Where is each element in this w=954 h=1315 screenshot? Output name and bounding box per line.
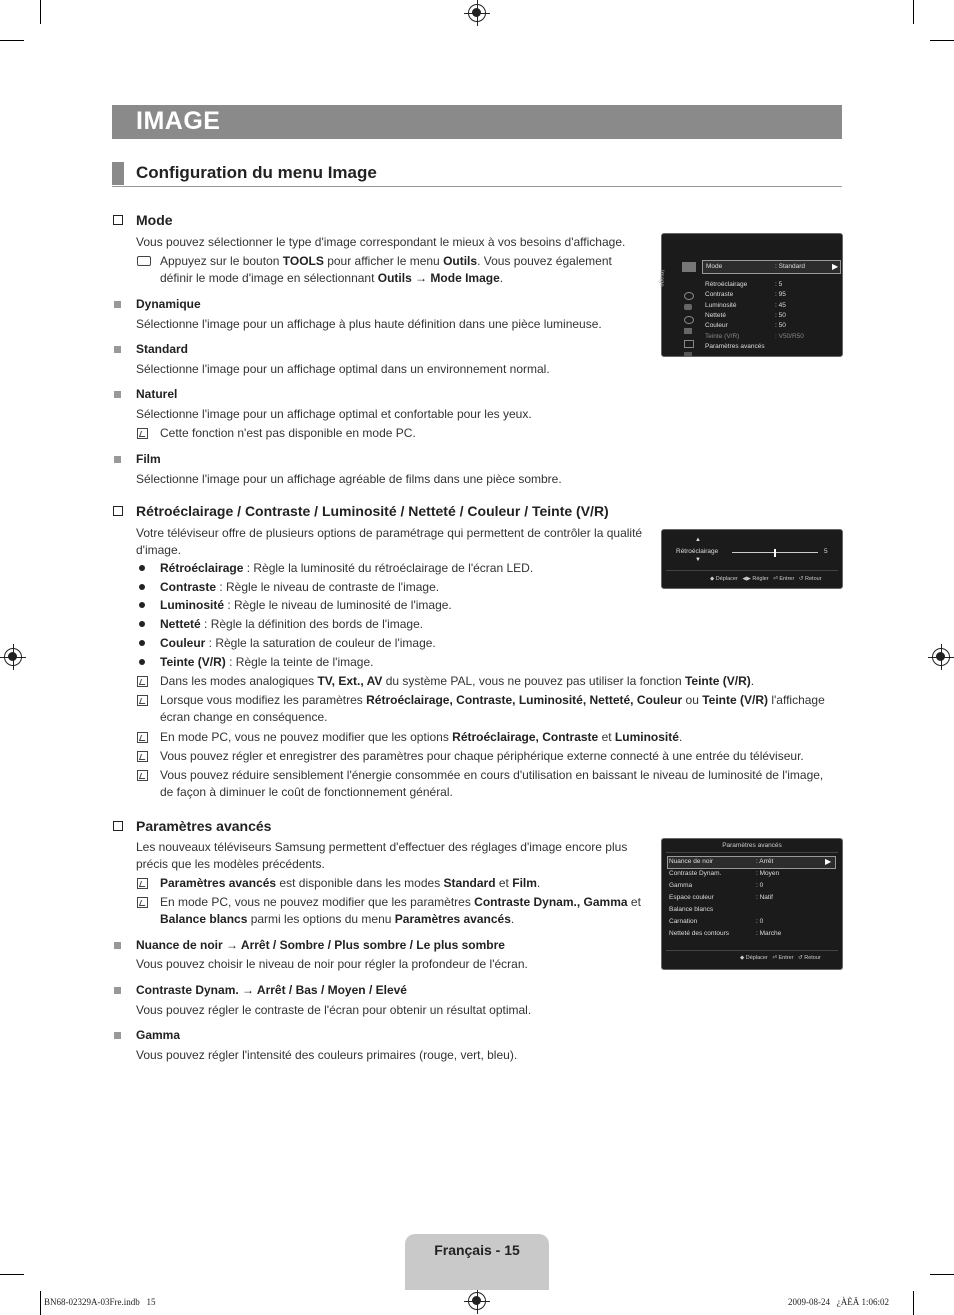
item-desc: Sélectionne l'image pour un affichage à plus haute définition dans une pièce lumineuse. xyxy=(136,317,602,331)
enter-icon: ⏎ xyxy=(773,576,778,582)
square-bullet-icon xyxy=(114,456,121,463)
item-name: Naturel xyxy=(136,387,178,401)
bullet-dot-icon xyxy=(139,602,145,608)
note-text: Dans les modes analogiques TV, Ext., AV du système PAL, vous ne pouvez pas utiliser la fonction Teinte (V/R). xyxy=(160,674,755,688)
avances-heading: Paramètres avancés xyxy=(136,818,272,834)
osd-row-value: : Marche xyxy=(756,930,782,937)
item-desc: Sélectionne l'image pour un affichage optimal et confortable pour les yeux. xyxy=(136,407,532,421)
osd-row-label: Rétroéclairage xyxy=(705,281,748,288)
note-text: En mode PC, vous ne pouvez modifier que les paramètres Contraste Dynam., Gamma et xyxy=(160,895,641,909)
support-icon xyxy=(684,352,692,356)
section-divider xyxy=(112,186,842,187)
bullet-item: Contraste : Règle le niveau de contraste de l'image. xyxy=(160,579,440,594)
enter-icon: ⏎ xyxy=(772,955,777,961)
osd-row-label: Contraste xyxy=(705,291,734,299)
bullet-dot-icon xyxy=(139,584,145,590)
bullet-dot-icon xyxy=(139,621,145,627)
checkbox-icon xyxy=(113,506,123,516)
osd-row-value: : Moyen xyxy=(756,870,780,877)
item-name: Nuance de noir → Arrêt / Sombre / Plus sombre / Le plus sombre xyxy=(136,938,505,952)
item-name: Dynamique xyxy=(136,297,201,311)
mode-heading: Mode xyxy=(136,212,173,228)
registration-mark-icon xyxy=(4,648,22,666)
channel-icon xyxy=(684,304,692,310)
retro-intro: Votre téléviseur offre de plusieurs options de paramétrage qui permettent de contrôler la qualité xyxy=(136,526,643,540)
osd-row-value: : 50 xyxy=(775,322,786,330)
crop-mark xyxy=(0,1274,24,1275)
osd-row-label: Mode xyxy=(706,263,723,270)
osd-highlight xyxy=(702,260,841,274)
osd-row-value: : 50 xyxy=(775,311,786,319)
osd-row-label: Couleur xyxy=(705,322,728,330)
osd-row-label: Contraste Dynam. xyxy=(669,870,722,877)
item-name: Film xyxy=(136,452,161,466)
tools-note-cont: définir le mode d'image en sélectionnant Outils → Mode Image. xyxy=(160,271,504,285)
up-arrow-icon: ▲ xyxy=(695,537,701,543)
square-bullet-icon xyxy=(114,301,121,308)
osd-row-label: Netteté xyxy=(705,311,726,319)
note-icon xyxy=(137,676,148,687)
slider-value: 5 xyxy=(824,548,828,555)
section-marker xyxy=(112,162,124,185)
note-icon xyxy=(137,732,148,743)
checkbox-icon xyxy=(113,821,123,831)
avances-intro: Les nouveaux téléviseurs Samsung permettent d'effectuer des réglages d'image encore plus xyxy=(136,840,628,854)
note-text: Vous pouvez réduire sensiblement l'énergie consommée en cours d'utilisation en baissant le niveau de luminosité de l'image, xyxy=(160,768,824,782)
bullet-item: Luminosité : Règle le niveau de luminosité de l'image. xyxy=(160,598,452,613)
osd-image-menu xyxy=(658,233,843,357)
osd-row-label: Espace couleur xyxy=(669,894,714,901)
mode-intro: Vous pouvez sélectionner le type d'image correspondant le mieux à vos besoins d'affichage. xyxy=(136,235,626,249)
square-bullet-icon xyxy=(114,942,121,949)
note-text-cont: Balance blancs parmi les options du menu Paramètres avancés. xyxy=(160,912,515,926)
crop-mark xyxy=(913,0,914,24)
note-text-cont: écran change en conséquence. xyxy=(160,710,328,724)
osd-row-value: : 95 xyxy=(775,291,786,299)
osd-row-value: : V50/R50 xyxy=(775,332,804,340)
bullet-item: Couleur : Règle la saturation de couleur de l'image. xyxy=(160,635,436,650)
retro-intro-cont: d'image. xyxy=(136,543,181,557)
item-desc: Vous pouvez régler l'intensité des couleurs primaires (rouge, vert, bleu). xyxy=(136,1048,518,1062)
item-desc: Vous pouvez choisir le niveau de noir pour régler la profondeur de l'écran. xyxy=(136,957,528,971)
osd-row-label: Carnation xyxy=(669,918,698,925)
page-number: Français - 15 xyxy=(434,1242,520,1258)
note-text: Paramètres avancés est disponible dans les modes Standard et Film. xyxy=(160,876,541,890)
tools-icon xyxy=(137,256,151,266)
adjust-icon: ◀▶ xyxy=(742,576,751,582)
osd-row-label: Paramètres avancés xyxy=(705,342,765,350)
note-icon xyxy=(137,751,148,762)
avances-intro-cont: précis que les modèles précédents. xyxy=(136,857,325,871)
note-icon xyxy=(137,897,148,908)
square-bullet-icon xyxy=(114,1032,121,1039)
item-desc: Sélectionne l'image pour un affichage agréable de films dans une pièce sombre. xyxy=(136,472,562,486)
crop-mark xyxy=(930,1274,954,1275)
application-icon xyxy=(684,340,694,348)
osd-row-label: Netteté des contours xyxy=(669,930,729,937)
item-name: Gamma xyxy=(136,1028,181,1042)
checkbox-icon xyxy=(113,215,123,225)
osd-side-label: Image xyxy=(658,270,664,287)
title-bar xyxy=(112,105,842,139)
osd-row-value: : 0 xyxy=(756,918,764,925)
crop-mark xyxy=(930,40,954,41)
bullet-item: Teinte (V/R) : Règle la teinte de l'image. xyxy=(160,654,374,669)
registration-mark-icon xyxy=(468,1292,486,1310)
return-icon: ↺ xyxy=(798,576,804,582)
print-date: 2009-08-24 ¿ÀÈÄ 1:06:02 xyxy=(788,1297,889,1307)
note-text-cont: de façon à diminuer le coût de fonctionnement général. xyxy=(160,785,453,799)
osd-hints: ◆ Déplacer ⏎ Entrer ↺ Retour xyxy=(740,955,821,961)
osd-row-value: : 0 xyxy=(756,882,764,889)
bullet-item: Netteté : Règle la définition des bords de l'image. xyxy=(160,617,424,632)
osd-row-label: Luminosité xyxy=(705,301,737,309)
crop-mark xyxy=(40,0,41,24)
note-text: Lorsque vous modifiez les paramètres Rétroéclairage, Contraste, Luminosité, Netteté, Couleur ou Teinte (V/R) l'affichage xyxy=(160,693,825,707)
sound-icon xyxy=(684,292,694,300)
osd-row-value: : Natif xyxy=(756,894,773,901)
setup-icon xyxy=(684,316,694,324)
item-name: Standard xyxy=(136,342,189,356)
input-icon xyxy=(684,328,692,334)
osd-row-label: Gamma xyxy=(669,882,693,889)
note-text: Vous pouvez régler et enregistrer des paramètres pour chaque périphérique externe connecté à une entrée du téléviseur. xyxy=(160,749,804,763)
bullet-dot-icon xyxy=(139,640,145,646)
page-number-tab xyxy=(405,1234,549,1290)
item-desc: Vous pouvez régler le contraste de l'écran pour obtenir un résultat optimal. xyxy=(136,1003,532,1017)
osd-divider xyxy=(666,570,838,571)
move-icon: ◆ xyxy=(740,955,745,961)
osd-row-value: : Arrêt xyxy=(756,858,774,865)
osd-row-value: : 45 xyxy=(775,301,786,309)
slider-knob xyxy=(774,549,776,557)
page-title: IMAGE xyxy=(136,107,221,135)
note-icon xyxy=(137,428,148,439)
crop-mark xyxy=(40,1291,41,1315)
note-text: En mode PC, vous ne pouvez modifier que les options Rétroéclairage, Contraste et Luminosité. xyxy=(160,730,683,744)
registration-mark-icon xyxy=(468,4,486,22)
slider-label: Rétroéclairage xyxy=(676,548,719,555)
registration-mark-icon xyxy=(932,648,950,666)
osd-slider xyxy=(661,529,843,589)
crop-mark xyxy=(913,1291,914,1315)
osd-row-label: Balance blancs xyxy=(669,906,714,913)
note-icon xyxy=(137,878,148,889)
square-bullet-icon xyxy=(114,346,121,353)
osd-title: Paramètres avancés xyxy=(722,842,782,849)
osd-arrow-icon: ▶ xyxy=(825,857,832,866)
square-bullet-icon xyxy=(114,391,121,398)
file-info: BN68-02329A-03Fre.indb 15 xyxy=(44,1297,156,1307)
osd-row-label: Teinte (V/R) xyxy=(705,332,740,340)
return-icon: ↺ xyxy=(798,955,803,961)
tools-note: Appuyez sur le bouton TOOLS pour afficher le menu Outils. Vous pouvez également xyxy=(160,254,612,268)
move-icon: ◆ xyxy=(710,576,715,582)
note-icon xyxy=(137,770,148,781)
item-name: Contraste Dynam. → Arrêt / Bas / Moyen / Elevé xyxy=(136,983,407,997)
bullet-dot-icon xyxy=(139,565,145,571)
osd-arrow-icon: ▶ xyxy=(832,262,839,271)
osd-row-label: Nuance de noir xyxy=(669,858,714,865)
item-desc: Sélectionne l'image pour un affichage optimal dans un environnement normal. xyxy=(136,362,550,376)
osd-row-value: : 5 xyxy=(775,281,783,288)
osd-divider xyxy=(666,852,838,853)
osd-divider xyxy=(666,950,838,951)
square-bullet-icon xyxy=(114,987,121,994)
osd-hints: ◆ Déplacer ◀▶ Régler ⏎ Entrer ↺ Retour xyxy=(710,576,822,582)
down-arrow-icon: ▼ xyxy=(695,557,701,563)
section-title: Configuration du menu Image xyxy=(136,163,377,182)
osd-row-value: : Standard xyxy=(775,263,805,270)
crop-mark xyxy=(0,40,24,41)
retro-heading: Rétroéclairage / Contraste / Luminosité / Netteté / Couleur / Teinte (V/R) xyxy=(136,503,609,519)
osd-advanced-menu xyxy=(661,838,843,970)
note-text: Cette fonction n'est pas disponible en mode PC. xyxy=(160,426,416,440)
picture-icon xyxy=(682,262,696,272)
note-icon xyxy=(137,695,148,706)
bullet-dot-icon xyxy=(139,659,145,665)
bullet-item: Rétroéclairage : Règle la luminosité du rétroéclairage de l'écran LED. xyxy=(160,561,534,575)
